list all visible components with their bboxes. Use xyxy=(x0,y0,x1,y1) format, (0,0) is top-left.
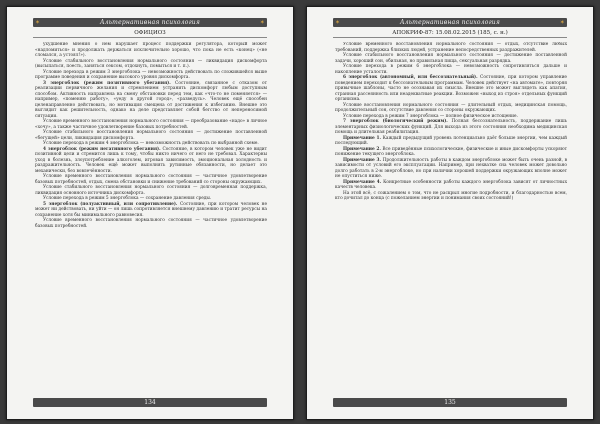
paragraph-text: Полная бессознательность, поддержание лишь элементарных физиологических функций. Для выхода из этого состояния необходима медицинская помощь и длительная реабилитация. xyxy=(335,119,567,135)
body-paragraph xyxy=(335,53,567,64)
body-paragraph xyxy=(335,147,567,158)
paragraph-text: Условие стабильного восстановления нормального состояния — достижение поставленной «бегущей» цели, ликвидация дискомфорта. xyxy=(35,130,267,141)
header-title: Альтернативная психология xyxy=(399,19,501,26)
paragraph-lead: 6 энергоблок (автономный, или бессознательный). xyxy=(343,75,478,80)
paragraph-text: Состояние, связанное с отказом от реализации первичного желания и стремлением устранить дискомфорт любым доступным способом. Активность направлена на смену обстановки перед тем, как «что-то не поменяется» — например, «поменяю работу», «уеду в другой город», «разведусь». Человек ещё способен целенаправленно действовать, но мотивация смещена от достижения к избеганию. Внешне это выглядит как решительность, однако на деле представляет собой бегство от непереносимой ситуации. xyxy=(35,80,267,119)
body-paragraph xyxy=(335,64,567,75)
page-number: 135 xyxy=(333,398,567,407)
paragraph-text: Условие временного восстановления нормального состояния — отдых, отсутствие любых требований, поддержка близких людей, устранение непосредственных раздражителей. xyxy=(335,42,567,53)
paragraph-text: На этой всё, с сожалением о том, что не раскрыл многие подробности, и благодарностью всем, кто дочитал до конца (с пожеланием энергии и понимания своих состояний!) xyxy=(335,190,567,201)
page-number: 134 xyxy=(33,398,267,407)
page-body xyxy=(35,42,267,388)
paragraph-lead: 7 энергоблок (биологический режим). xyxy=(343,119,448,124)
page-subheader: ОФИЦИОЗ xyxy=(33,29,267,38)
paragraph-lead: Примечание 3. xyxy=(343,157,381,163)
body-paragraph xyxy=(35,147,267,175)
star-icon: ✶ xyxy=(259,19,265,26)
header-title: Альтернативная психология xyxy=(99,19,201,26)
paragraph-lead: Примечание 2. xyxy=(343,146,381,152)
paragraph-text: Конкретные особенности работы каждого энергоблока зависят от личностных качеств человека. xyxy=(335,179,567,190)
paragraph-text: Условие стабильного восстановления нормального состояния — ликвидация дискомфорта (высыпаться, поесть, заняться сексом, отдохнуть, помыться и т. п.). xyxy=(35,58,267,69)
body-paragraph xyxy=(35,185,267,196)
body-paragraph xyxy=(335,75,567,103)
paragraph-text: Условие перехода в режим 4 энергоблока — невозможность действовать по выбранной схеме. xyxy=(43,141,259,146)
paragraph-text: Условие временного восстановления нормального состояния — частичное удовлетворение базовых потребностей, отдых, смена обстановки и снижение требований со стороны окружающих. xyxy=(35,174,267,185)
body-paragraph xyxy=(335,42,567,53)
paragraph-text: Условие перехода в режим 6 энергоблока — невозможность сопротивляться дальше и накопление усталости. xyxy=(335,64,567,75)
body-paragraph xyxy=(335,103,567,114)
paragraph-text: Условие временного восстановления нормального состояния — частичное удовлетворение базовых потребностей. xyxy=(35,218,267,229)
paragraph-text: Состояние, при котором человек не может ни действовать, ни уйти — он лишь сопротивляется внешнему давлению и тратит ресурсы на сохранение хотя бы минимального равновесия. xyxy=(35,201,267,218)
page-subheader: АПОКРИФ-87: 15.08.02.2015 (185, с. н.) xyxy=(333,29,567,38)
left-page xyxy=(6,6,294,420)
paragraph-text: Условие перехода в режим 7 энергоблока — полное физическое истощение. xyxy=(343,113,518,119)
paragraph-text: Условие перехода в режим 3 энергоблока — невозможность действовать по сложившейся выше программе поведения и сохранение высокого уровня дискомфорта. xyxy=(35,69,267,80)
body-paragraph xyxy=(35,70,267,81)
star-icon: ✶ xyxy=(35,19,41,26)
body-paragraph xyxy=(35,42,267,59)
paragraph-text: Условие стабильного восстановления нормального состояния — достижение поставленной задачи, хороший сон, обильная, но правильная пища, сексуальная разрядка. xyxy=(335,53,567,64)
paragraph-text: Состояние, в котором человек уже не видит позитивной цели и стремится лишь к тому, чтобы никто ничего от него не требовал. Характерны уход в болезнь, злоупотребление алкоголем, игровая зависимость, эмоциональная холодность и раздражительность. Человек ещё может выполнять рутинные обязанности, но делает это механически, без вовлечённости. xyxy=(35,146,267,174)
body-paragraph xyxy=(35,130,267,141)
body-paragraph xyxy=(335,119,567,136)
right-page xyxy=(306,6,594,420)
paragraph-text: Условие стабильного восстановления нормального состояния — долговременная поддержка, ликвидация основного источника дискомфорта. xyxy=(35,185,267,196)
paragraph-text: Условие перехода в режим 5 энергоблока — сохранение давления среды. xyxy=(43,196,212,201)
body-paragraph xyxy=(35,174,267,185)
paragraph-text: Каждый предыдущий уровень потенциально даёт больше энергии, чем каждый последующий. xyxy=(335,135,567,146)
paragraph-text: ухудшение мнения о нём нарушает процесс поддержки регулятора, который может «надломиться» и продолжать держаться исключительно хорошо, что пока не есть «конец» («не сломался, а устоял!»). xyxy=(35,42,267,58)
page-header xyxy=(333,18,567,27)
body-paragraph xyxy=(335,180,567,191)
paragraph-lead: 5 энергоблок (полуактивный, или сопротивление). xyxy=(43,201,178,207)
paragraph-text: Продолжительность работы в каждом энергоблоке может быть очень разной, в зависимости от условий его эксплуатации. Например, при нехватке сна человек может довольно долго работать в 2-м энергоблоке, но при наличии хорошей поддержки окружающих вполне может не опуститься ниже. xyxy=(335,157,567,179)
paragraph-lead: Примечание 1. xyxy=(343,135,381,141)
body-paragraph xyxy=(35,218,267,229)
body-paragraph xyxy=(35,81,267,120)
star-icon: ✶ xyxy=(335,19,341,26)
page-header xyxy=(33,18,267,27)
paragraph-lead: Примечание 4. xyxy=(343,179,382,185)
body-paragraph xyxy=(35,119,267,130)
page-body xyxy=(335,42,567,388)
body-paragraph xyxy=(335,136,567,147)
star-icon: ✶ xyxy=(559,19,565,26)
paragraph-lead: 4 энергоблок (режим негативного убегания). xyxy=(43,146,161,152)
paragraph-text: Условие временного восстановления нормального состояния — преобразование «надо» в личное «хочу», а также частичное удовлетворение базовых потребностей. xyxy=(35,119,267,130)
paragraph-text: Состояние, при котором управление поведением переходит к бессознательным программам. Человек действует «на автомате», повторяя привычные шаблоны, часто не осознавая их смысла. Внешне это может выглядеть как апатия, странная рассеянность или неадекватные реакции. Возможен «выход из строя» отдельных функций организма. xyxy=(335,75,567,102)
body-paragraph xyxy=(35,59,267,70)
paragraph-text: Условие восстановления нормального состояния — длительный отдых, медицинская помощь, продолжительный сон, отсутствие давления со стороны окружающих. xyxy=(335,102,567,113)
body-paragraph xyxy=(335,191,567,202)
body-paragraph xyxy=(35,202,267,219)
paragraph-lead: 3 энергоблок (режим позитивного убегания). xyxy=(43,80,171,86)
body-paragraph xyxy=(335,158,567,180)
paragraph-text: Все приведённые психологические, физические и иные дискомфорты ускоряют понижение текущего энергоблока. xyxy=(335,146,567,157)
